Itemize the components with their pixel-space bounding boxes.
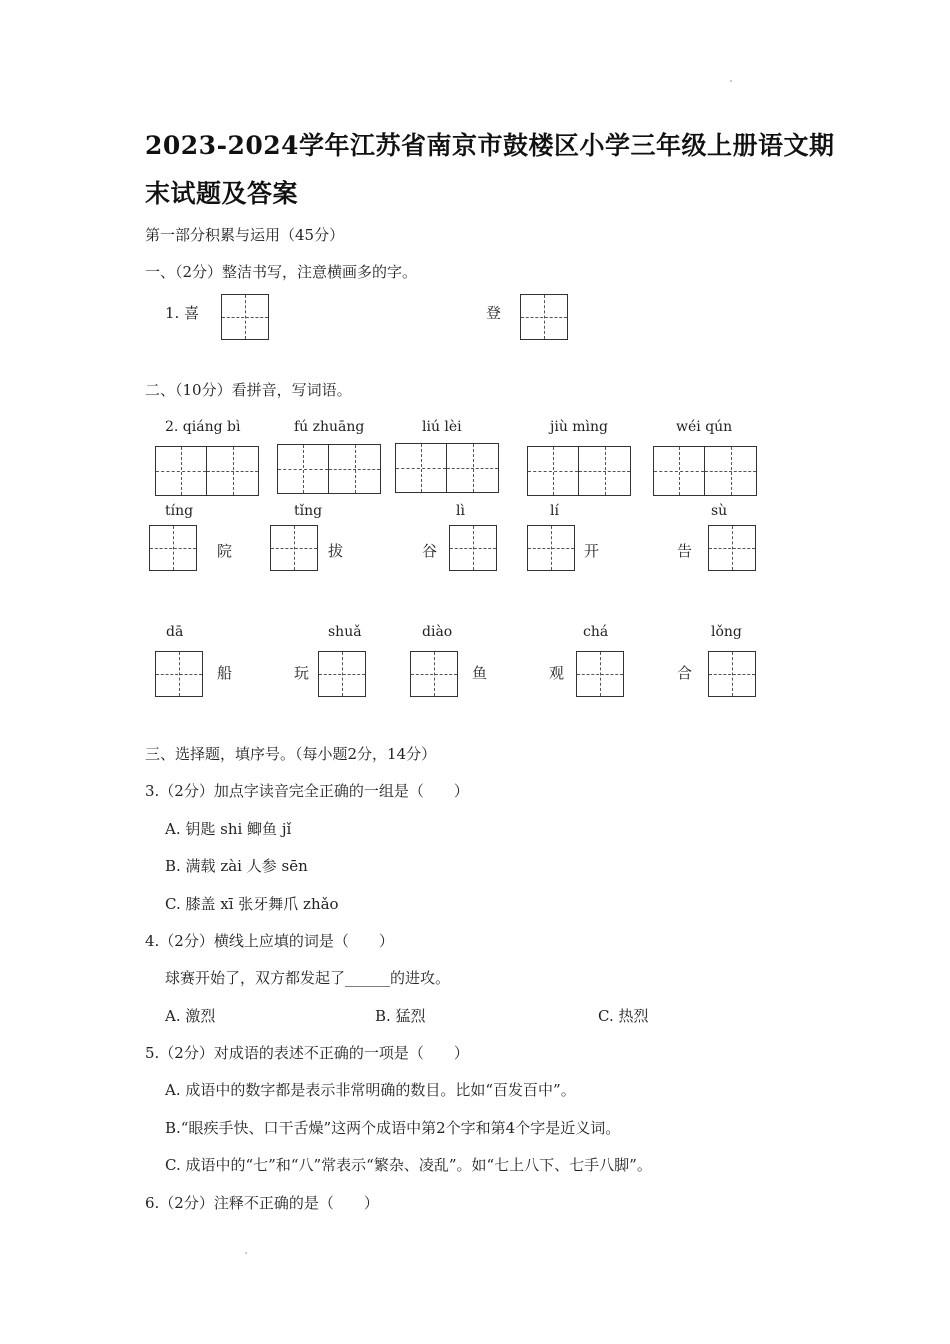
given-char: 拔 [328, 542, 344, 560]
q5-option-b[interactable]: B.“眼疾手快、口干舌燥”这两个成语中第2个字和第4个字是近义词。 [165, 1119, 621, 1137]
writing-grid-box[interactable] [270, 525, 318, 571]
given-char: 合 [677, 664, 693, 682]
pinyin-label: lǒng [711, 624, 742, 640]
q1-heading: 一、（2分）整洁书写，注意横画多的字。 [145, 263, 418, 281]
word-grid-box[interactable] [277, 444, 381, 494]
pinyin-label: wéi qún [676, 419, 733, 435]
pinyin-label: lí [550, 503, 559, 519]
writing-grid-box[interactable] [318, 651, 366, 697]
pinyin-label: tǐng [294, 503, 323, 519]
pinyin-label: dā [166, 624, 184, 640]
writing-grid-box[interactable] [520, 294, 568, 340]
document-title-line2: 末试题及答案 [145, 179, 299, 208]
writing-grid-box[interactable] [708, 651, 756, 697]
q4-stem: 4.（2分）横线上应填的词是（ ） [145, 932, 394, 950]
writing-grid-box[interactable] [221, 294, 269, 340]
word-grid-box[interactable] [395, 443, 499, 493]
writing-grid-box[interactable] [149, 525, 197, 571]
pinyin-label: chá [583, 624, 609, 640]
q1-char-1: 1. 喜 [165, 304, 200, 322]
given-char: 院 [217, 542, 233, 560]
q5-stem: 5.（2分）对成语的表述不正确的一项是（ ） [145, 1044, 469, 1062]
pinyin-label: jiù mìng [550, 419, 609, 435]
q3-option-c[interactable]: C. 膝盖 xī 张牙舞爪 zhǎo [165, 895, 339, 913]
pinyin-label: lì [456, 503, 465, 519]
given-char: 告 [677, 542, 693, 560]
given-char: 观 [549, 664, 565, 682]
pinyin-label: diào [422, 624, 453, 640]
pinyin-label: fú zhuāng [294, 419, 365, 435]
pinyin-label: tíng [165, 503, 194, 519]
writing-grid-box[interactable] [708, 525, 756, 571]
word-grid-box[interactable] [155, 446, 259, 496]
given-char: 谷 [422, 542, 438, 560]
q4-option-a[interactable]: A. 激烈 [165, 1007, 216, 1025]
pinyin-label: sù [711, 503, 728, 519]
given-char: 鱼 [472, 664, 488, 682]
writing-grid-box[interactable] [576, 651, 624, 697]
corner-mark [245, 1252, 247, 1254]
q1-char-2: 登 [486, 304, 502, 322]
writing-grid-box[interactable] [410, 651, 458, 697]
given-char: 开 [584, 542, 600, 560]
q3-section-heading: 三、选择题，填序号。（每小题2分，14分） [145, 745, 437, 763]
given-char: 船 [217, 664, 233, 682]
pinyin-label: liú lèi [422, 419, 462, 435]
q3-option-a[interactable]: A. 钥匙 shi 鲫鱼 jǐ [165, 820, 292, 838]
writing-grid-box[interactable] [527, 525, 575, 571]
q6-stem: 6.（2分）注释不正确的是（ ） [145, 1194, 379, 1212]
q4-option-b[interactable]: B. 猛烈 [375, 1007, 426, 1025]
q5-option-c[interactable]: C. 成语中的“七”和“八”常表示“繁杂、凌乱”。如“七上八下、七手八脚”。 [165, 1156, 652, 1174]
corner-mark [730, 80, 732, 82]
q3-option-b[interactable]: B. 满载 zài 人参 sēn [165, 857, 308, 875]
q3-stem: 3.（2分）加点字读音完全正确的一组是（ ） [145, 782, 469, 800]
part-heading: 第一部分积累与运用（45分） [145, 226, 345, 244]
given-char: 玩 [294, 664, 310, 682]
q2-heading: 二、（10分）看拼音，写词语。 [145, 381, 352, 399]
word-grid-box[interactable] [653, 446, 757, 496]
q4-sentence: 球赛开始了，双方都发起了______的进攻。 [165, 969, 451, 987]
pinyin-label: shuǎ [328, 624, 362, 640]
writing-grid-box[interactable] [449, 525, 497, 571]
q4-option-c[interactable]: C. 热烈 [598, 1007, 649, 1025]
q5-option-a[interactable]: A. 成语中的数字都是表示非常明确的数目。比如“百发百中”。 [165, 1081, 576, 1099]
document-title-line1: 2023-2024学年江苏省南京市鼓楼区小学三年级上册语文期 [145, 131, 835, 160]
word-grid-box[interactable] [527, 446, 631, 496]
pinyin-label: 2. qiáng bì [165, 419, 241, 435]
writing-grid-box[interactable] [155, 651, 203, 697]
